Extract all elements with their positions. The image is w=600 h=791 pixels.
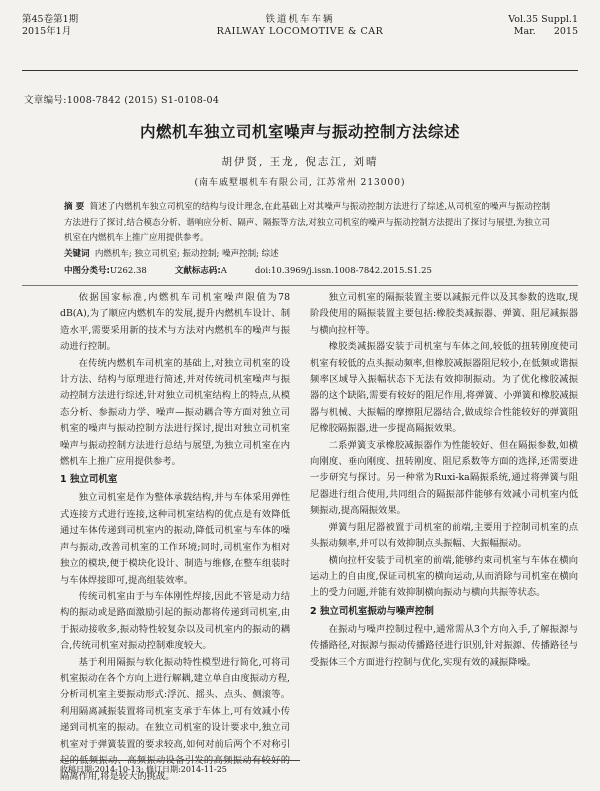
author-affiliation: (南车戚墅堰机车有限公司, 江苏常州 213000) — [194, 178, 406, 188]
clc-label: 中图分类号: — [64, 266, 110, 276]
paragraph: 橡胶类减振器安装于司机室与车体之间,较低的扭转刚度使司机室有较低的点头振动频率,但橡胶减振器阻尼较小,在低频或谐振频率区域导入振幅状态下无法有效抑制振动。为了优化橡胶减振器的这个缺陷,需要有较好的阻尼作用,将弹簧、小弹簧和橡胶减振器与机械、大振幅的摩擦阻尼器结合,做成综合性能较好的弹簧阻尼橡胶隔振器,进一步提高隔振效果。 — [310, 341, 578, 435]
paragraph: 独立司机室的隔振装置主要以减振元件以及其参数的选取,现阶段使用的隔振装置主要包括:橡胶类减振器、弹簧、阻尼减振器与横向拉杆等。 — [310, 292, 578, 336]
paragraph: 基于利用隔振与软化振动特性模型进行简化,可将司机室振动在各个方向上进行解耦,建立单自由度振动方程,分析司机室主要振动形式:浮沉、摇头、点头、侧滚等。利用隔离减振装置将司机室支承于车体上,可有效减小传递到司机室的振动。在独立司机室的设计要求中,独立司机室对于弹簧装置的要求较高,如何对前后两个不对称引起的低频振动、高频振动设备引发的高频振动有较好的隔离作用,将是较大的挑战。 — [60, 656, 290, 783]
paragraph: 横向拉杆安装于司机室的前端,能够约束司机室与车体在横向运动上的自由度,保证司机室的横向运动,从而消除与司机室在横向上的受力问题,并能有效抑制横向振动与横向共振等状态。 — [310, 554, 578, 599]
journal-name-en: RAILWAY LOCOMOTIVE & CAR — [216, 26, 384, 37]
abstract-separator — [22, 285, 578, 286]
issue-date: 2015年1月 — [22, 26, 72, 37]
keywords-label: 关键词 — [64, 249, 90, 259]
journal-name-cn: 铁道机车车辆 — [265, 14, 335, 25]
paper-title: 内燃机车独立司机室噪声与振动控制方法综述 — [139, 123, 460, 141]
abstract-label: 摘 要 — [64, 202, 85, 212]
doi[interactable]: 10.3969/j.issn.1008-7842.2015.S1.25 — [271, 266, 432, 276]
volume-en: Vol.35 Suppl.1 — [508, 14, 578, 25]
body-right-column — [310, 290, 578, 671]
paragraph: 传统司机室由于与车体刚性焊接,因此不管是动力结构的振动或是路面激励引起的振动都将传递到司机室,由于振动接收多,振动特性较复杂以及司机室内的振动的耦合,传统司机室对振动控制难度较大。 — [60, 590, 290, 652]
month-en: Mar. — [513, 26, 536, 37]
keywords-text: 内燃机车; 独立司机室; 振动控制; 噪声控制; 综述 — [94, 249, 279, 259]
doi-label: doi: — [254, 266, 272, 276]
clc-code: U262.38 — [109, 266, 147, 276]
section-heading: 2 独立司机室振动与噪声控制 — [310, 605, 434, 617]
paragraph: 依据国家标准,内燃机车司机室噪声限值为78 dB(A),为了顺应内燃机车的发展,提升内燃机车设计、制造水平,需要采用新的技术与方法对内燃机车的噪声与振动进行控制。 — [60, 292, 290, 353]
paragraph: 在振动与噪声控制过程中,通常需从3个方向入手,了解振源与传播路径,对振源与振动传播路径进行识别,针对振源、传播路径与受振体三个方面进行控制与优化,实现有效的减振降噪。 — [310, 623, 578, 668]
volume-issue: 第45卷第1期 — [22, 14, 79, 25]
journal-name — [22, 14, 578, 38]
doc-code-label: 文献标志码: — [174, 266, 221, 276]
paragraph: 弹簧与阻尼器被置于司机室的前端,主要用于控制司机室的点头振动频率,并可以有效抑制点头振幅、大振幅振动。 — [310, 521, 578, 550]
header-rule — [22, 70, 578, 71]
paragraph: 二系弹簧支承橡胶减振器作为性能较好、但在隔振参数,如横向刚度、垂向刚度、扭转刚度、阻尼系数等方面的选择,还需要进一步研究与探讨。另一种常为Ruxi-ka隔振系统,通过将弹簧与阻尼器进行组合使用,共同组合的隔振部件能够有效减小司机室内低频振动,提高隔振效果。 — [310, 439, 578, 517]
journal-volume — [508, 14, 578, 38]
paragraph: 在传统内燃机车司机室的基础上,对独立司机室的设计方法、结构与原理进行简述,并对传统司机室噪声与振动控制方法进行综述,针对独立司机室结构上的特点,从模态分析、参振动力学、噪声—振动耦合等方面对独立司机室的噪声与振动控制方法进行探讨,提出对独立司机室噪声与振动控制方法进行总结与展望,为独立司机室在内燃机车上推广应用提供参考。 — [60, 357, 290, 468]
abstract-text: 简述了内燃机车独立司机室的结构与设计理念,在此基础上对其噪声与振动控制方法进行了综述,从司机室的噪声与振动控制方法进行了探讨,结合模态分析、谐响应分析、隔声、隔振等方法,对独立司机室的噪声与振动控制方法提出了探讨与展望,为独立司机室在内燃机车上推广应用提供参考。 — [64, 202, 550, 243]
doc-code: A — [220, 266, 227, 276]
received-date-footnote: 收稿日期:2014-10-13; 修订日期:2014-11-25 — [60, 760, 300, 775]
keywords — [64, 247, 550, 261]
author-list: 胡伊贤, 王龙, 倪志江, 刘晴 — [221, 156, 379, 168]
body-left-column — [60, 290, 290, 786]
year-en: 2015 — [553, 26, 578, 37]
page-header — [22, 14, 578, 54]
classification-meta — [64, 264, 570, 278]
article-number: 文章编号:1008-7842 (2015) S1-0108-04 — [24, 95, 220, 106]
section-heading: 1 独立司机室 — [60, 474, 118, 486]
abstract — [64, 200, 550, 247]
paragraph: 独立司机室是作为整体承载结构,并与车体采用弹性式连接方式进行连接,这种司机室结构的优点是有效降低通过车体传递到司机室内的振动,降低司机室与车体的噪声与振动,改善司机室的工作环境;同时,司机室作为相对独立的模块,便于模块化设计、制造与维修,在整车组装时与车体焊接即可,提高组装效率。 — [60, 492, 290, 586]
